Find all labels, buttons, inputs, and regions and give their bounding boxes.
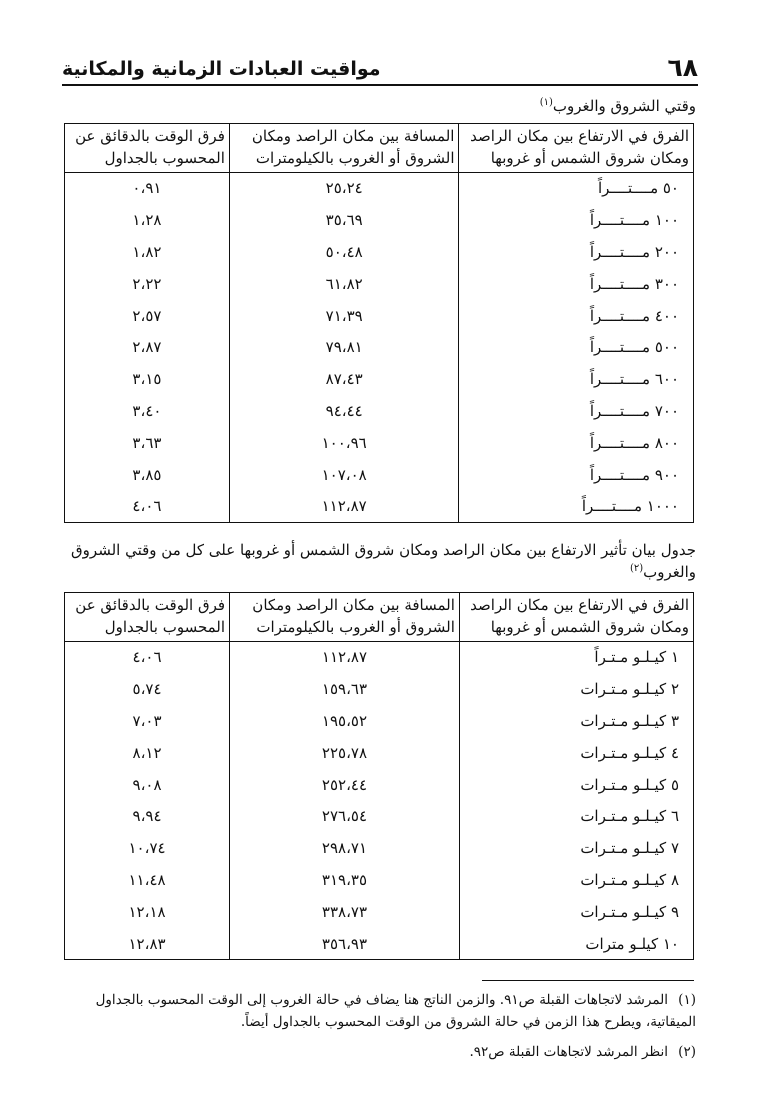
table-1 xyxy=(64,123,694,523)
table-row xyxy=(65,490,694,522)
table1-header-row xyxy=(65,124,694,173)
table-cell-distance: ٧٩،٨١ xyxy=(229,331,459,363)
table-row xyxy=(65,427,694,459)
table-cell-height-diff: ٥ كيـلـو مـتـرات xyxy=(459,769,693,801)
table1-caption xyxy=(56,96,696,118)
footnote-divider xyxy=(482,980,694,981)
table-cell-height-diff: ١٠٠ مــــتــــراً xyxy=(459,204,694,236)
table-cell-height-diff: ٩٠٠ مــــتــــراً xyxy=(459,459,694,491)
table-row xyxy=(65,268,694,300)
table-cell-time-diff: ١٢،٨٣ xyxy=(65,928,230,960)
table1-footnote-ref: (١) xyxy=(539,97,553,108)
table-cell-distance: ٢٢٥،٧٨ xyxy=(230,737,460,769)
table-row xyxy=(65,673,694,705)
table-cell-time-diff: ٢،٥٧ xyxy=(65,300,230,332)
footnote-1-number: (١) xyxy=(678,992,696,1008)
table-cell-distance: ٣٥٦،٩٣ xyxy=(230,928,460,960)
table-row xyxy=(65,864,694,896)
table-cell-distance: ٢٥٢،٤٤ xyxy=(230,769,460,801)
table-cell-distance: ٢٧٦،٥٤ xyxy=(230,800,460,832)
table-cell-height-diff: ٨ كيـلـو مـتـرات xyxy=(459,864,693,896)
table-cell-distance: ٢٩٨،٧١ xyxy=(230,832,460,864)
table-row xyxy=(65,331,694,363)
table-row xyxy=(65,896,694,928)
table-cell-time-diff: ٤،٠٦ xyxy=(65,490,230,522)
table-cell-time-diff: ١،٢٨ xyxy=(65,204,230,236)
table2-header-row xyxy=(65,593,694,642)
table1-col-height-diff: الفرق في الارتفاع بين مكان الراصد ومكان شروق الشمس أو غروبها xyxy=(459,124,694,173)
footnote-2 xyxy=(56,1042,696,1064)
table-cell-time-diff: ١٠،٧٤ xyxy=(65,832,230,864)
table-cell-distance: ٧١،٣٩ xyxy=(229,300,459,332)
table-cell-time-diff: ٢،٨٧ xyxy=(65,331,230,363)
table-cell-height-diff: ١ كيـلـو مـتـراً xyxy=(459,641,693,673)
table-cell-time-diff: ٤،٠٦ xyxy=(65,641,230,673)
table2-col-distance: المسافة بين مكان الراصد ومكان الشروق أو الغروب بالكيلومترات xyxy=(230,593,460,642)
table-cell-time-diff: ١٢،١٨ xyxy=(65,896,230,928)
table-cell-time-diff: ٥،٧٤ xyxy=(65,673,230,705)
table2-footnote-ref: (٢) xyxy=(629,562,644,574)
page-header xyxy=(62,46,698,86)
table-cell-time-diff: ١،٨٢ xyxy=(65,236,230,268)
table-cell-time-diff: ٩،٩٤ xyxy=(65,800,230,832)
table2-col-height-diff: الفرق في الارتفاع بين مكان الراصد ومكان شروق الشمس أو غروبها xyxy=(459,593,693,642)
table-row xyxy=(65,459,694,491)
table-cell-time-diff: ٣،١٥ xyxy=(65,363,230,395)
table-cell-distance: ١٩٥،٥٢ xyxy=(230,705,460,737)
table-row xyxy=(65,363,694,395)
table-cell-time-diff: ١١،٤٨ xyxy=(65,864,230,896)
table-cell-distance: ١٠٠،٩٦ xyxy=(229,427,459,459)
table1-body xyxy=(65,172,694,523)
running-title: مواقيت العبادات الزمانية والمكانية xyxy=(62,58,381,80)
table-cell-distance: ٩٤،٤٤ xyxy=(229,395,459,427)
table-cell-height-diff: ٩ كيـلـو مـتـرات xyxy=(459,896,693,928)
table-cell-distance: ٣٣٨،٧٣ xyxy=(230,896,460,928)
table-row xyxy=(65,769,694,801)
table-cell-height-diff: ٤ كيـلـو مـتـرات xyxy=(459,737,693,769)
table-cell-height-diff: ٢٠٠ مــــتــــراً xyxy=(459,236,694,268)
table-cell-distance: ٣٥،٦٩ xyxy=(229,204,459,236)
table-row xyxy=(65,300,694,332)
footnote-1-text: المرشد لاتجاهات القبلة ص٩١. والزمن الناتج هنا يضاف في حالة الغروب إلى الوقت المحسوب بالجداول الميقاتية، ويطرح هذا الزمن في حالة الشروق من الوقت المحسوب بالجداول أيضاً. xyxy=(95,992,696,1030)
footnote-2-text: انظر المرشد لاتجاهات القبلة ص٩٢. xyxy=(469,1044,668,1060)
table2-col-time-diff: فرق الوقت بالدقائق عن المحسوب بالجداول xyxy=(65,593,230,642)
table-cell-time-diff: ٧،٠٣ xyxy=(65,705,230,737)
table-cell-height-diff: ١٠٠٠ مــــتــــراً xyxy=(459,490,694,522)
table-cell-height-diff: ٨٠٠ مــــتــــراً xyxy=(459,427,694,459)
table2-body xyxy=(65,641,694,960)
footnote-2-number: (٢) xyxy=(678,1044,696,1060)
table-cell-time-diff: ٩،٠٨ xyxy=(65,769,230,801)
table-cell-time-diff: ٣،٨٥ xyxy=(65,459,230,491)
table-cell-height-diff: ٣ كيـلـو مـتـرات xyxy=(459,705,693,737)
table-cell-distance: ١٥٩،٦٣ xyxy=(230,673,460,705)
table-row xyxy=(65,172,694,204)
table-cell-distance: ١١٢،٨٧ xyxy=(230,641,460,673)
table-cell-height-diff: ٥٠ مــــتــــراً xyxy=(459,172,694,204)
table1-col-distance: المسافة بين مكان الراصد ومكان الشروق أو الغروب بالكيلومترات xyxy=(229,124,459,173)
table-2 xyxy=(64,592,694,960)
table-cell-height-diff: ٦ كيـلـو مـتـرات xyxy=(459,800,693,832)
table-row xyxy=(65,800,694,832)
table-cell-height-diff: ٧ كيـلـو مـتـرات xyxy=(459,832,693,864)
table-cell-height-diff: ١٠ كيلـو مترات xyxy=(459,928,693,960)
table-cell-time-diff: ٠،٩١ xyxy=(65,172,230,204)
table-cell-height-diff: ٥٠٠ مــــتــــراً xyxy=(459,331,694,363)
table1-col-time-diff: فرق الوقت بالدقائق عن المحسوب بالجداول xyxy=(65,124,230,173)
table-cell-distance: ٣١٩،٣٥ xyxy=(230,864,460,896)
table-cell-height-diff: ٦٠٠ مــــتــــراً xyxy=(459,363,694,395)
table-row xyxy=(65,928,694,960)
table2-caption xyxy=(56,540,696,584)
table-cell-height-diff: ٤٠٠ مــــتــــراً xyxy=(459,300,694,332)
table-cell-height-diff: ٧٠٠ مــــتــــراً xyxy=(459,395,694,427)
table-cell-distance: ٢٥،٢٤ xyxy=(229,172,459,204)
table-row xyxy=(65,641,694,673)
table-cell-distance: ١١٢،٨٧ xyxy=(229,490,459,522)
table-cell-distance: ٦١،٨٢ xyxy=(229,268,459,300)
table2-caption-text: جدول بيان تأثير الارتفاع بين مكان الراصد ومكان شروق الشمس أو غروبها على كل من وقتي الشروق والغروب xyxy=(71,541,696,581)
table-row xyxy=(65,236,694,268)
table-cell-distance: ٨٧،٤٣ xyxy=(229,363,459,395)
table-row xyxy=(65,832,694,864)
table-cell-time-diff: ٨،١٢ xyxy=(65,737,230,769)
table-cell-time-diff: ٣،٤٠ xyxy=(65,395,230,427)
table-cell-height-diff: ٢ كيـلـو مـتـرات xyxy=(459,673,693,705)
table-cell-height-diff: ٣٠٠ مــــتــــراً xyxy=(459,268,694,300)
table-row xyxy=(65,705,694,737)
page-number: ٦٨ xyxy=(667,53,698,82)
table1-caption-text: وقتي الشروق والغروب xyxy=(552,97,696,115)
table-row xyxy=(65,737,694,769)
table-cell-distance: ٥٠،٤٨ xyxy=(229,236,459,268)
table-cell-distance: ١٠٧،٠٨ xyxy=(229,459,459,491)
table-row xyxy=(65,204,694,236)
table-row xyxy=(65,395,694,427)
footnote-1 xyxy=(56,990,696,1033)
table-cell-time-diff: ٣،٦٣ xyxy=(65,427,230,459)
table-cell-time-diff: ٢،٢٢ xyxy=(65,268,230,300)
